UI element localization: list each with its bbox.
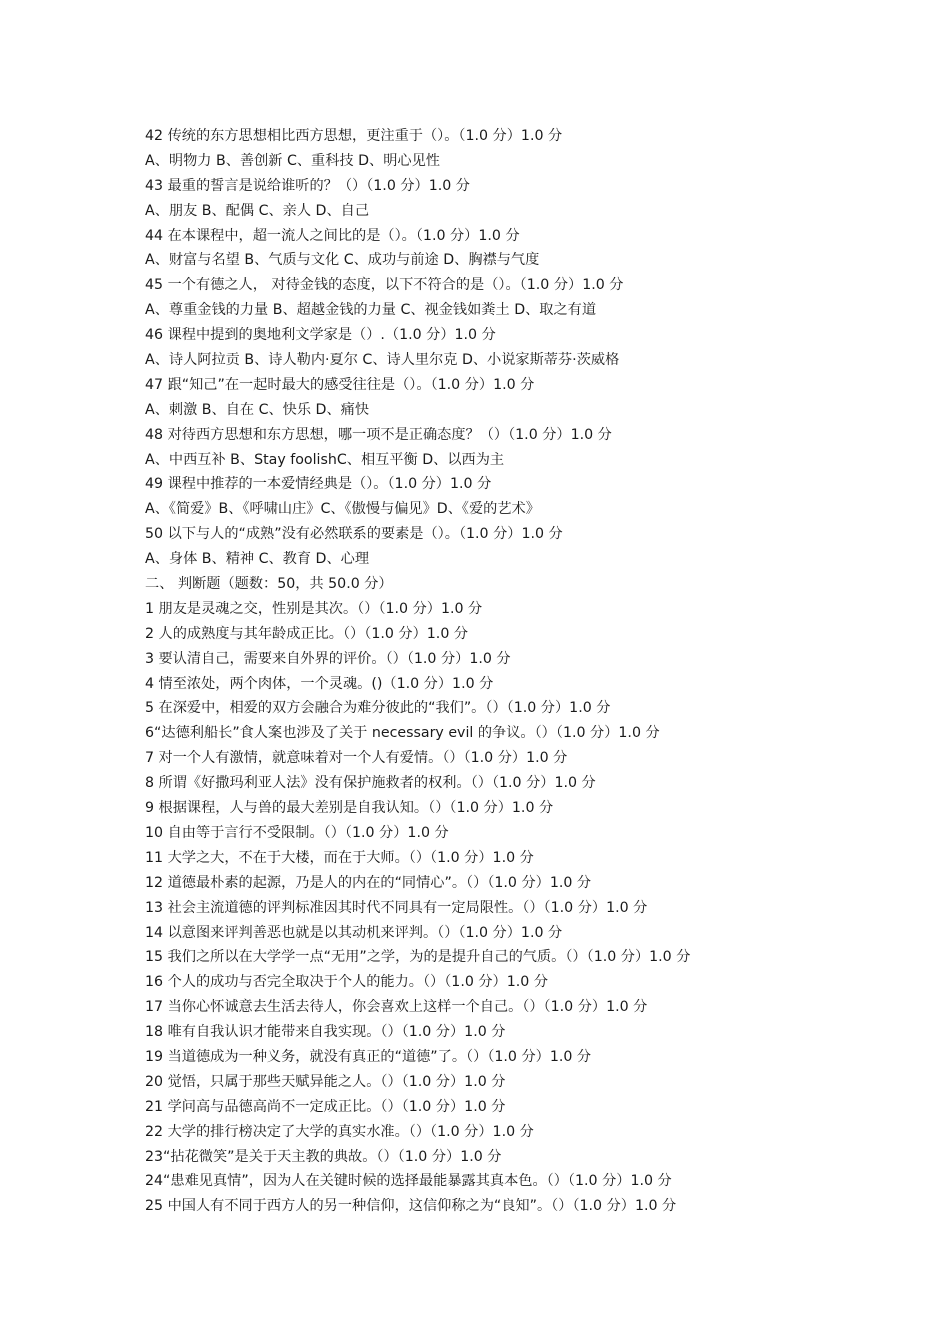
- tf-question-12: 12 道德最朴素的起源，乃是人的内在的“同情心”。（）（1.0 分）1.0 分: [145, 874, 592, 891]
- tf-question-16: 16 个人的成功与否完全取决于个人的能力。（）（1.0 分）1.0 分: [145, 974, 549, 991]
- tf-question-14: 14 以意图来评判善恶也就是以其动机来评判。（）（1.0 分）1.0 分: [145, 924, 563, 941]
- question-48: 48 对待西方思想和东方思想，哪一项不是正确态度？（）（1.0 分）1.0 分: [145, 426, 612, 443]
- question-42-options: A、明物力 B、善创新 C、重科技 D、明心见性: [145, 152, 440, 169]
- tf-question-21: 21 学问高与品德高尚不一定成正比。（）（1.0 分）1.0 分: [145, 1098, 506, 1115]
- question-46-options: A、诗人阿拉贡 B、诗人勒内·夏尔 C、诗人里尔克 D、小说家斯蒂芬·茨威格: [145, 352, 620, 369]
- tf-question-7: 7 对一个人有激情，就意味着对一个人有爱情。（）（1.0 分）1.0 分: [145, 750, 568, 767]
- question-42: 42 传统的东方思想相比西方思想，更注重于（）。（1.0 分）1.0 分: [145, 128, 563, 144]
- tf-question-4: 4 情至浓处，两个肉体，一个灵魂。()（1.0 分）1.0 分: [145, 675, 494, 692]
- tf-question-10: 10 自由等于言行不受限制。（）（1.0 分）1.0 分: [145, 824, 449, 841]
- tf-question-6: 6“达德利船长”食人案也涉及了关于 necessary evil 的争议。（）（1.0 分）1.0 分: [145, 725, 660, 742]
- question-49-options: A、《简爱》B、《呼啸山庄》C、《傲慢与偏见》D、《爱的艺术》: [145, 501, 540, 518]
- question-47-options: A、刺激 B、自在 C、快乐 D、痛快: [145, 401, 370, 418]
- question-49: 49 课程中推荐的一本爱情经典是（）。（1.0 分）1.0 分: [145, 476, 492, 493]
- tf-question-17: 17 当你心怀诚意去生活去待人，你会喜欢上这样一个自己。（）（1.0 分）1.0 分: [145, 999, 648, 1016]
- tf-question-15: 15 我们之所以在大学学一点“无用”之学，为的是提升自己的气质。（）（1.0 分）1.0 分: [145, 949, 691, 966]
- question-43: 43 最重的誓言是说给谁听的？（）（1.0 分）1.0 分: [145, 177, 470, 194]
- tf-question-1: 1 朋友是灵魂之交，性别是其次。（）（1.0 分）1.0 分: [145, 600, 483, 617]
- tf-question-8: 8 所谓《好撒玛利亚人法》没有保护施救者的权利。（）（1.0 分）1.0 分: [145, 775, 596, 792]
- section-heading-true-false: 二、 判断题（题数：50，共 50.0 分）: [145, 576, 393, 593]
- question-50: 50 以下与人的“成熟”没有必然联系的要素是（）。（1.0 分）1.0 分: [145, 526, 563, 543]
- question-47: 47 跟“知己”在一起时最大的感受往往是（）。（1.0 分）1.0 分: [145, 376, 535, 393]
- tf-question-19: 19 当道德成为一种义务，就没有真正的“道德”了。（）（1.0 分）1.0 分: [145, 1048, 592, 1065]
- question-44: 44 在本课程中，超一流人之间比的是（）。（1.0 分）1.0 分: [145, 227, 520, 244]
- question-43-options: A、朋友 B、配偶 C、亲人 D、自己: [145, 202, 370, 219]
- tf-question-23: 23“拈花微笑”是关于天主教的典故。（）（1.0 分）1.0 分: [145, 1148, 502, 1165]
- tf-question-3: 3 要认清自己，需要来自外界的评价。（）（1.0 分）1.0 分: [145, 650, 511, 667]
- tf-question-11: 11 大学之大，不在于大楼，而在于大师。（）（1.0 分）1.0 分: [145, 849, 534, 866]
- tf-question-24: 24“患难见真情”，因为人在关键时候的选择最能暴露其真本色。（）（1.0 分）1.0 分: [145, 1173, 672, 1190]
- question-46: 46 课程中提到的奥地利文学家是（）.（1.0 分）1.0 分: [145, 327, 496, 344]
- tf-question-13: 13 社会主流道德的评判标准因其时代不同具有一定局限性。（）（1.0 分）1.0 分: [145, 899, 648, 916]
- tf-question-18: 18 唯有自我认识才能带来自我实现。（）（1.0 分）1.0 分: [145, 1024, 506, 1041]
- tf-question-5: 5 在深爱中，相爱的双方会融合为难分彼此的“我们”。（）（1.0 分）1.0 分: [145, 700, 611, 717]
- tf-question-9: 9 根据课程，人与兽的最大差别是自我认知。（）（1.0 分）1.0 分: [145, 800, 554, 817]
- question-44-options: A、财富与名望 B、气质与文化 C、成功与前途 D、胸襟与气度: [145, 252, 540, 269]
- tf-question-20: 20 觉悟，只属于那些天赋异能之人。（）（1.0 分）1.0 分: [145, 1073, 506, 1090]
- question-45: 45 一个有德之人， 对待金钱的态度，以下不符合的是（）。（1.0 分）1.0 分: [145, 277, 624, 294]
- tf-question-22: 22 大学的排行榜决定了大学的真实水准。（）（1.0 分）1.0 分: [145, 1123, 534, 1140]
- document-body: [145, 124, 935, 1219]
- tf-question-25: 25 中国人有不同于西方人的另一种信仰，这信仰称之为“良知”。（）（1.0 分）1.0 分: [145, 1198, 677, 1215]
- question-48-options: A、中西互补 B、Stay foolishC、相互平衡 D、以西为主: [145, 451, 505, 468]
- question-45-options: A、尊重金钱的力量 B、超越金钱的力量 C、视金钱如粪土 D、取之有道: [145, 302, 597, 319]
- question-50-options: A、身体 B、精神 C、教育 D、心理: [145, 551, 370, 568]
- tf-question-2: 2 人的成熟度与其年龄成正比。（）（1.0 分）1.0 分: [145, 625, 469, 642]
